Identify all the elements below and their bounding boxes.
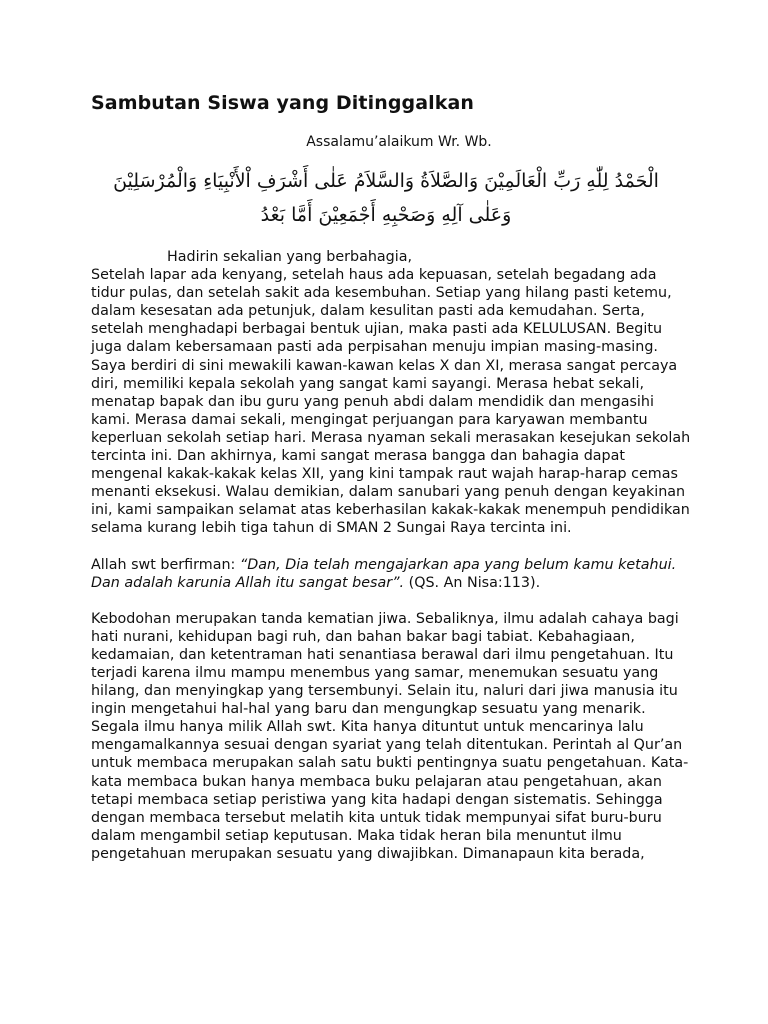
paragraph-1: Setelah lapar ada kenyang, setelah haus ada kepuasan, setelah begadang ada tidur pulas, dan setelah sakit ada kesembuhan. Setiap yang hilang pasti ketemu, dalam kesesatan ada petunjuk, dalam kesulitan pasti ada kemudahan. Serta, setelah menghadapi berbagai bentuk ujian, maka pasti ada KELULUSAN. Begitu juga dalam kebersamaan pasti ada perpisahan menuju impian masing-masing. [91,267,672,356]
page-title: Sambutan Siswa yang Ditinggalkan [91,92,475,114]
paragraph-3: Kebodohan merupakan tanda kematian jiwa. Sebaliknya, ilmu adalah cahaya bagi hati nurani, kehidupan bagi ruh, dan bahan bakar bagi tabiat. Kebahagiaan, kedamaian, dan ketentraman hati senantiasa berawal dari ilmu pengetahuan. Itu terjadi karena ilmu mampu menembus yang samar, menemukan sesuatu yang hilang, dan menyingkap yang tersembunyi. Selain itu, naluri dari jiwa manusia itu ingin mengetahui hal-hal yang baru dan mengungkap sesuatu yang menarik. Segala ilmu hanya milik Allah swt. Kita hanya dituntut untuk mencarinya lalu mengamalkannya sesuai dengan syariat yang telah ditentukan. Perintah al Qur’an untuk membaca merupakan salah satu bukti pentingnya suatu pengetahuan. Kata-kata membaca bukan hanya membaca buku pelajaran atau pengetahuan, akan tetapi membaca setiap peristiwa yang kita hadapi dengan sistematis. Sehingga dengan membaca tersebut melatih kita untuk tidak mempunyai sifat buru-buru dalam mengambil setiap keputusan. Maka tidak heran bila menuntut ilmu pengetahuan merupakan sesuatu yang diwajibkan. Dimanapaun kita berada, [91,610,689,862]
quote-reference: (QS. An Nisa:113). [404,574,541,591]
paragraph-gap [91,538,691,556]
paragraph-gap [91,592,691,610]
quote-paragraph [91,556,691,592]
salutation: Hadirin sekalian yang berbahagia, [167,249,413,265]
paragraph-2: Saya berdiri di sini mewakili kawan-kawan kelas X dan XI, merasa sangat percaya diri, memiliki kepala sekolah yang sangat kami sayangi. Merasa hebat sekali, menatap bapak dan ibu guru yang penuh abdi dalam mendidik dan mengasihi kami. Merasa damai sekali, mengingat perjuangan para karyawan membantu keperluan sekolah setiap hari. Merasa nyaman sekali merasakan kesejukan sekolah tercinta ini. Dan akhirnya, kami sangat merasa bangga dan bahagia dapat mengenal kakak-kakak kelas XII, yang kini tampak raut wajah harap-harap cemas menanti eksekusi. Walau demikian, dalam sanubari yang penuh dengan keyakinan ini, kami sampaikan selamat atas keberhasilan kakak-kakak menempuh pendidikan selama kurang lebih tiga tahun di SMAN 2 Sungai Raya tercinta ini. [91,357,691,537]
quote-text: “Dan, Dia telah mengajarkan apa yang belum kamu ketahui. Dan adalah karunia Allah itu sangat besar”. [91,556,677,591]
speech-body [91,248,691,863]
greeting-line: Assalamu’alaikum Wr. Wb. [306,134,492,150]
arabic-opening: الْحَمْدُ لِلّٰهِ رَبِّ الْعَالَمِيْنَ وَالصَّلاَةُ وَالسَّلاَمُ عَلٰى أَشْرَفِ اْلأَنْبِيَاءِ وَالْمُرْسَلِيْنَ وَعَلٰى آلِهِ وَصَحْبِهِ أَجْمَعِيْنَ أَمَّا بَعْدُ [113,170,659,226]
quote-intro: Allah swt berfirman: [91,556,240,573]
